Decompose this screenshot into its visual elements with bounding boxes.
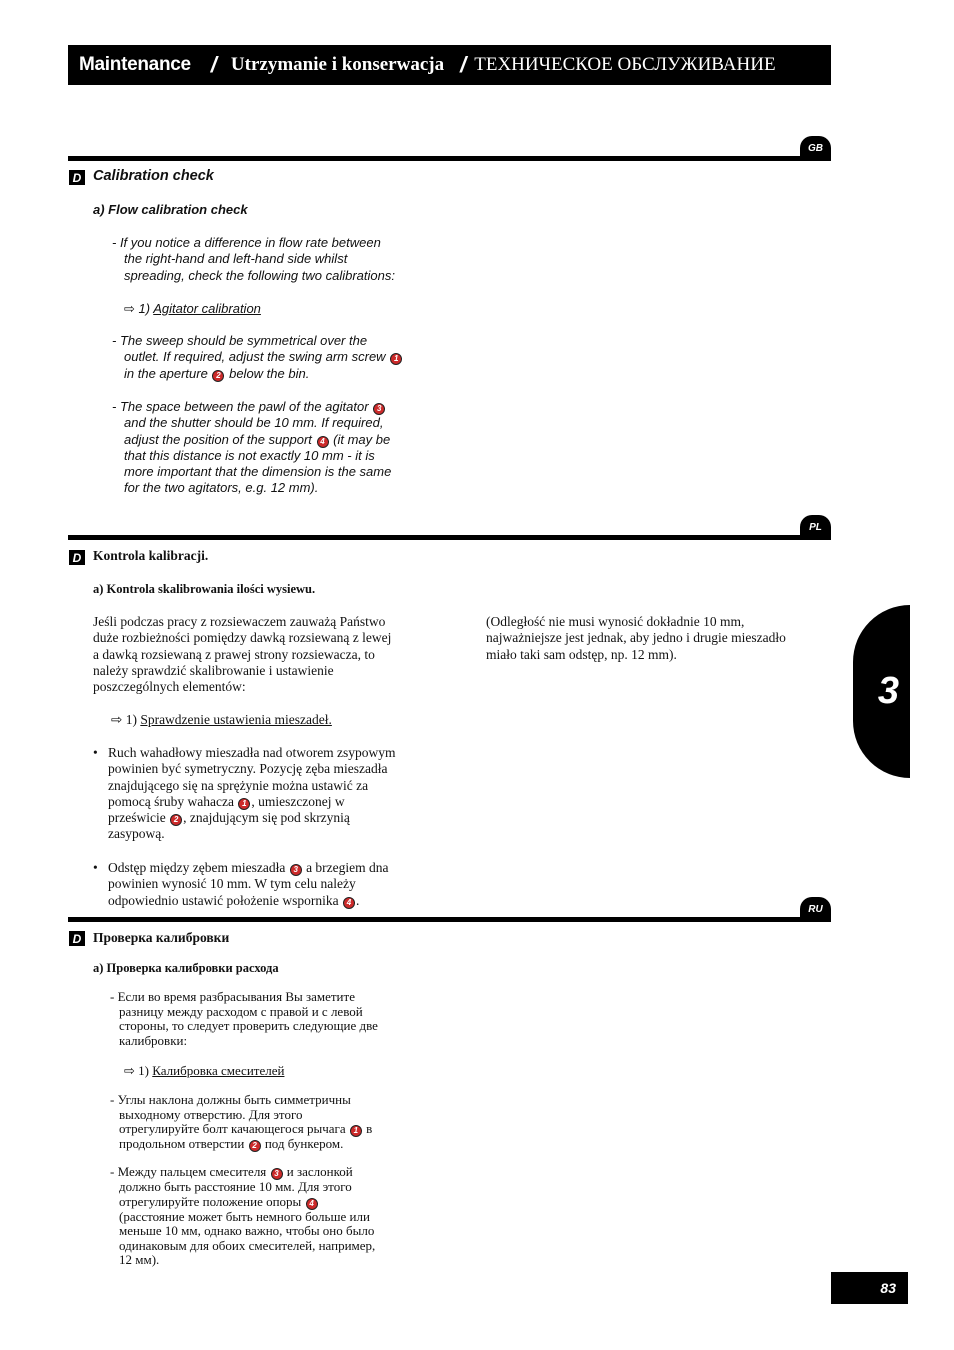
text-line: that this distance is not exactly 10 mm - it is <box>124 447 375 463</box>
text-line: miało taki sam odstęp, np. 12 mm). <box>486 646 677 662</box>
callout-3-icon: 3 <box>271 1168 283 1180</box>
text-line: adjust the position of the support <box>124 431 312 447</box>
page-header <box>68 45 831 85</box>
arrow-prefix: 1) <box>138 1063 149 1078</box>
section-rule <box>68 535 831 540</box>
text-line: below the bin. <box>229 365 310 381</box>
callout-2-icon: 2 <box>170 814 182 826</box>
gb-item-1 <box>112 235 432 284</box>
pl-paragraph-1 <box>93 614 433 695</box>
text-line: - The space between the pawl of the agitator <box>112 399 369 414</box>
text-line: and the shutter should be 10 mm. If required, <box>124 415 384 431</box>
text-line: Ruch wahadłowy mieszadła nad otworem zsypowym <box>108 745 396 760</box>
header-separator: / <box>460 52 467 77</box>
text-line: 12 мм). <box>119 1252 160 1268</box>
text-line: poszczególnych elementów: <box>93 679 246 695</box>
text-line: a dawką rozsiewaną z prawej strony rozsiewacza, to <box>93 646 375 662</box>
text-line: . <box>355 892 360 908</box>
right-arrow-icon: ⇨ <box>124 1064 135 1079</box>
pl-bullet-1 <box>93 745 433 843</box>
text-line: spreading, check the following two calibrations: <box>124 267 395 283</box>
text-line: должно быть расстояние 10 мм. Для этого <box>119 1179 352 1194</box>
ru-item-3 <box>110 1165 430 1268</box>
subsection-title-ru: a) Проверка калибровки расхода <box>93 961 279 975</box>
text-line: more important that the dimension is the same <box>124 464 392 480</box>
text-line: in the aperture <box>124 365 208 381</box>
page-number: 83 <box>831 1272 908 1304</box>
text-line: znajdującego się na sprężynie można ustawić za <box>108 777 369 793</box>
gb-item-3 <box>112 399 432 497</box>
section-letter-box: D <box>69 550 85 565</box>
section-title-pl: Kontrola kalibracji. <box>93 548 209 563</box>
gb-item-2 <box>112 333 432 382</box>
subsection-title-gb: a) Flow calibration check <box>93 202 248 217</box>
callout-4-icon: 4 <box>343 897 355 909</box>
text-line: одинаковым для обоих смесителей, например, <box>119 1237 376 1253</box>
callout-2-icon: 2 <box>212 370 224 382</box>
text-line: (it may be <box>333 431 391 447</box>
callout-1-icon: 1 <box>238 798 250 810</box>
callout-4-icon: 4 <box>306 1198 318 1210</box>
right-arrow-icon: ⇨ <box>111 712 123 728</box>
text-line: duże rozbieżności pomiędzy dawką rozsiewaną z lewej <box>93 630 392 646</box>
text-line: pomocą śruby wahacza <box>108 793 234 809</box>
text-line: outlet. If required, adjust the swing arm screw <box>124 349 386 365</box>
text-line: Odstęp między zębem mieszadła <box>108 860 286 875</box>
gb-arrow-item <box>124 301 261 318</box>
text-line: powinien być symetryczny. Pozycję zęba mieszadła <box>108 761 388 777</box>
text-line: калибровки: <box>119 1032 188 1048</box>
text-line: под бункером. <box>264 1136 344 1152</box>
arrow-prefix: 1) <box>138 301 151 316</box>
section-letter-box: D <box>69 931 85 946</box>
section-letter-box: D <box>69 170 85 185</box>
text-line: a brzegiem dna <box>306 860 389 875</box>
text-line: выходному отверстию. Для этого <box>119 1106 303 1122</box>
text-line: отрегулируйте болт качающегося рычага <box>119 1121 346 1137</box>
text-line: należy sprawdzić skalibrowanie i ustawienie <box>93 662 334 678</box>
mixer-calibration-link[interactable]: Калибровка смесителей <box>152 1063 285 1078</box>
text-line: отрегулируйте положение опоры <box>119 1193 302 1209</box>
pl-bullet-2 <box>93 860 433 909</box>
callout-1-icon: 1 <box>390 353 402 365</box>
text-line: , znajdującym się pod skrzynią <box>183 810 350 826</box>
arrow-prefix: 1) <box>125 712 137 727</box>
ru-arrow-item <box>124 1064 284 1080</box>
text-line: - If you notice a difference in flow rate between <box>112 235 381 250</box>
callout-4-icon: 4 <box>317 436 329 448</box>
subsection-title-pl: a) Kontrola skalibrowania ilości wysiewu. <box>93 582 316 596</box>
text-line: prześwicie <box>108 810 166 826</box>
agitator-check-link[interactable]: Sprawdzenie ustawienia mieszadeł. <box>140 712 332 727</box>
text-line: Jeśli podczas pracy z rozsiewaczem zauważą Państwo <box>93 614 386 629</box>
header-separator: / <box>210 52 217 77</box>
language-tab-pl: PL <box>800 515 831 539</box>
callout-2-icon: 2 <box>249 1140 261 1152</box>
header-title-en: Maintenance <box>79 54 191 75</box>
text-line: (Odległość nie musi wynosić dokładnie 10 mm, <box>486 614 745 629</box>
agitator-calibration-link[interactable]: Agitator calibration <box>153 301 261 316</box>
text-line: for the two agitators, e.g. 12 mm). <box>124 480 319 496</box>
callout-1-icon: 1 <box>350 1125 362 1137</box>
text-line: zasypową. <box>108 826 165 842</box>
bullet: • <box>93 860 98 875</box>
text-line: стороны, то следует проверить следующие две <box>119 1018 378 1034</box>
text-line: powinien wynosić 10 mm. W tym celu należy <box>108 876 356 892</box>
text-line: - Между пальцем смесителя <box>110 1164 267 1179</box>
header-title-ru: ТЕХНИЧЕСКОЕ ОБСЛУЖИВАНИЕ <box>474 54 776 75</box>
text-line: и заслонкой <box>286 1164 353 1179</box>
language-tab-gb: GB <box>800 136 831 160</box>
ru-item-1 <box>110 990 430 1048</box>
text-line: в <box>366 1121 373 1137</box>
section-title-gb: Calibration check <box>93 168 214 184</box>
text-line: , umieszczonej w <box>251 793 345 809</box>
callout-3-icon: 3 <box>373 403 385 415</box>
text-line: najważniejsze jest jednak, aby jedno i drugie mieszadło <box>486 630 786 646</box>
pl-arrow-item <box>111 712 332 728</box>
text-line: - Углы наклона должны быть симметричны <box>110 1092 351 1107</box>
text-line: (расстояние может быть немного больше или <box>119 1208 370 1224</box>
section-title-ru: Проверка калибровки <box>93 930 230 945</box>
text-line: odpowiednio ustawić położenie wspornika <box>108 892 339 908</box>
bullet: • <box>93 745 98 760</box>
chapter-tab: 3 <box>853 605 910 778</box>
language-tab-ru: RU <box>800 897 831 921</box>
right-arrow-icon: ⇨ <box>124 302 135 317</box>
text-line: меньше 10 мм, однако важно, чтобы оно было <box>119 1223 375 1239</box>
callout-3-icon: 3 <box>290 864 302 876</box>
text-line: разницу между расходом с правой и с левой <box>119 1003 363 1019</box>
ru-item-2 <box>110 1093 430 1152</box>
pl-column-2 <box>486 614 831 663</box>
header-title-pl: Utrzymanie i konserwacja <box>230 54 445 75</box>
section-rule <box>68 156 831 161</box>
text-line: - The sweep should be symmetrical over the <box>112 333 368 348</box>
section-rule <box>68 917 831 922</box>
text-line: продольном отверстии <box>119 1136 245 1152</box>
text-line: - Если во время разбрасывания Вы заметите <box>110 989 355 1004</box>
text-line: the right-hand and left-hand side whilst <box>124 251 348 267</box>
